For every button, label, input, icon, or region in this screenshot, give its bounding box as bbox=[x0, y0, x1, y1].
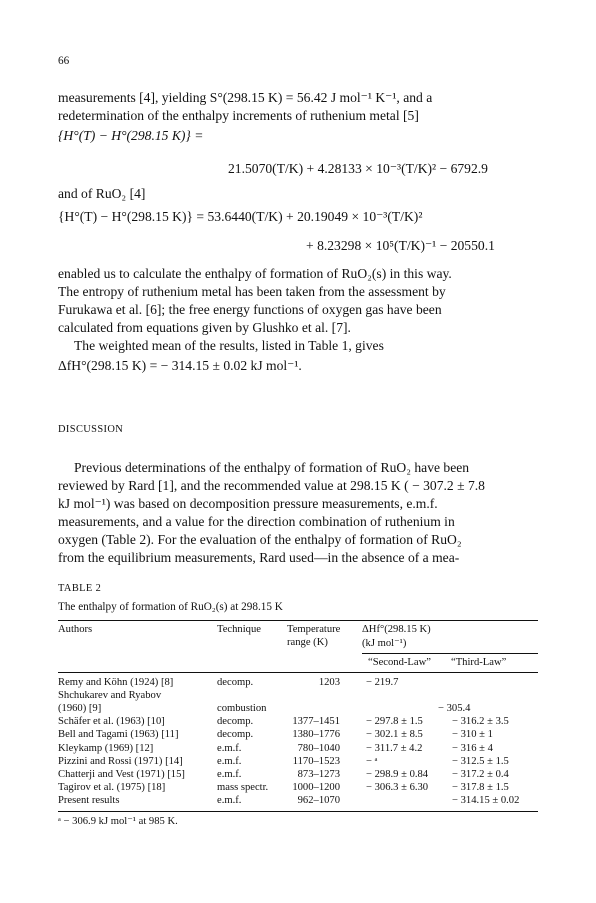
col-header-authors: Authors bbox=[58, 624, 93, 635]
equation-1-rhs: 21.5070(T/K) + 4.28133 × 10⁻³(T/K)² − 6792.9 bbox=[228, 161, 488, 176]
cell-second-law: − 302.1 ± 8.5 bbox=[366, 729, 423, 741]
cell-third-law: − 317.2 ± 0.4 bbox=[452, 768, 509, 780]
cell-temperature: 873–1273 bbox=[297, 768, 340, 780]
cell-second-law: − 219.7 bbox=[366, 677, 399, 688]
col-header-temperature: Temperature bbox=[287, 624, 341, 635]
cell-technique: mass spectr. bbox=[217, 781, 269, 793]
cell-technique: e.m.f. bbox=[217, 794, 242, 806]
cell-third-law: − 317.8 ± 1.5 bbox=[452, 781, 509, 793]
cell-temperature: 1377–1451 bbox=[292, 716, 340, 728]
cell-third-law: − 310 ± 1 bbox=[452, 729, 493, 741]
cell-authors: Chatterji and Vest (1971) [15] bbox=[58, 768, 185, 780]
cell-enthalpy-merged: − 305.4 bbox=[438, 703, 471, 715]
cell-second-law: − ᵃ bbox=[366, 755, 378, 767]
cell-authors: Kleykamp (1969) [12] bbox=[58, 742, 154, 754]
table-header-rule bbox=[58, 672, 538, 673]
body-line: The weighted mean of the results, listed in Table 1, gives bbox=[74, 338, 384, 353]
body-line: oxygen (Table 2). For the evaluation of the enthalpy of formation of RuO₂ bbox=[58, 532, 462, 547]
body-line: calculated from equations given by Glushko et al. [7]. bbox=[58, 320, 351, 335]
table-label: TABLE 2 bbox=[58, 583, 102, 594]
cell-authors: Remy and Köhn (1924) [8] bbox=[58, 677, 174, 688]
body-line: measurements, and a value for the direction combination of ruthenium in bbox=[58, 514, 455, 529]
cell-temperature: 1203 bbox=[318, 677, 340, 688]
cell-authors: Pizzini and Rossi (1971) [14] bbox=[58, 755, 183, 767]
col-header-technique: Technique bbox=[217, 624, 261, 635]
cell-technique: decomp. bbox=[217, 716, 254, 728]
result-equation: ΔfH°(298.15 K) = − 314.15 ± 0.02 kJ mol⁻¹. bbox=[58, 358, 302, 373]
cell-temperature: 962–1070 bbox=[297, 794, 340, 806]
cell-authors: Present results bbox=[58, 794, 120, 806]
body-line: The entropy of ruthenium metal has been taken from the assessment by bbox=[58, 284, 446, 299]
cell-temperature: 1000–1200 bbox=[292, 781, 340, 793]
cell-technique: e.m.f. bbox=[217, 768, 242, 780]
body-line: from the equilibrium measurements, Rard used—in the absence of a mea- bbox=[58, 550, 460, 565]
body-line: reviewed by Rard [1], and the recommended value at 298.15 K ( − 307.2 ± 7.8 bbox=[58, 478, 485, 493]
cell-third-law: − 314.15 ± 0.02 bbox=[452, 794, 520, 806]
cell-second-law: − 298.9 ± 0.84 bbox=[366, 768, 429, 780]
cell-temperature: 1170–1523 bbox=[292, 755, 340, 767]
cell-temperature: 1380–1776 bbox=[292, 729, 340, 741]
cell-technique: decomp. bbox=[217, 677, 254, 688]
cell-technique: e.m.f. bbox=[217, 755, 242, 767]
section-heading: DISCUSSION bbox=[58, 424, 124, 435]
col-header-enthalpy: ΔHf°(298.15 K) bbox=[362, 624, 431, 635]
cell-technique: e.m.f. bbox=[217, 742, 242, 754]
page-number: 66 bbox=[58, 55, 70, 67]
body-line: enabled us to calculate the enthalpy of formation of RuO₂(s) in this way. bbox=[58, 266, 452, 281]
cell-second-law: − 297.8 ± 1.5 bbox=[366, 716, 423, 728]
col-header-temperature-unit: range (K) bbox=[287, 637, 328, 648]
body-line: Previous determinations of the enthalpy of formation of RuO₂ have been bbox=[74, 460, 470, 475]
table-footnote: ᵃ − 306.9 kJ mol⁻¹ at 985 K. bbox=[58, 816, 178, 827]
body-line: redetermination of the enthalpy increments of ruthenium metal [5] bbox=[58, 108, 419, 123]
table-top-rule bbox=[58, 620, 538, 621]
cell-third-law: − 316.2 ± 3.5 bbox=[452, 716, 509, 728]
equation-2-rhs: + 8.23298 × 10⁵(T/K)⁻¹ − 20550.1 bbox=[306, 238, 495, 253]
body-line: kJ mol⁻¹) was based on decomposition pressure measurements, e.m.f. bbox=[58, 496, 438, 511]
subheader-rule bbox=[362, 653, 538, 654]
cell-authors: (1960) [9] bbox=[58, 703, 102, 715]
cell-authors: Tagirov et al. (1975) [18] bbox=[58, 781, 166, 793]
table-caption: The enthalpy of formation of RuO₂(s) at 298.15 K bbox=[58, 601, 283, 613]
cell-authors: Bell and Tagami (1963) [11] bbox=[58, 729, 179, 741]
body-line: Furukawa et al. [6]; the free energy functions of oxygen gas have been bbox=[58, 302, 442, 317]
cell-third-law: − 312.5 ± 1.5 bbox=[452, 755, 509, 767]
cell-temperature: 780–1040 bbox=[297, 742, 340, 754]
col-header-enthalpy-unit: (kJ mol⁻¹) bbox=[362, 638, 407, 649]
body-line: and of RuO₂ [4] bbox=[58, 186, 146, 201]
equation-1-lhs: {H°(T) − H°(298.15 K)} = bbox=[58, 128, 204, 143]
body-line: measurements [4], yielding S°(298.15 K) = 56.42 J mol⁻¹ K⁻¹, and a bbox=[58, 90, 433, 105]
col-header-second-law: “Second-Law” bbox=[368, 657, 431, 668]
cell-authors: Schäfer et al. (1963) [10] bbox=[58, 716, 165, 728]
equation-2-lhs: {H°(T) − H°(298.15 K)} = 53.6440(T/K) + 20.19049 × 10⁻³(T/K)² bbox=[58, 209, 423, 224]
col-header-third-law: “Third-Law” bbox=[451, 657, 507, 668]
cell-authors: Shchukarev and Ryabov bbox=[58, 690, 162, 702]
cell-technique: decomp. bbox=[217, 729, 254, 741]
cell-technique: combustion bbox=[217, 703, 267, 715]
cell-second-law: − 311.7 ± 4.2 bbox=[366, 742, 423, 754]
cell-third-law: − 316 ± 4 bbox=[452, 742, 493, 754]
table-bottom-rule bbox=[58, 811, 538, 812]
cell-second-law: − 306.3 ± 6.30 bbox=[366, 781, 429, 793]
